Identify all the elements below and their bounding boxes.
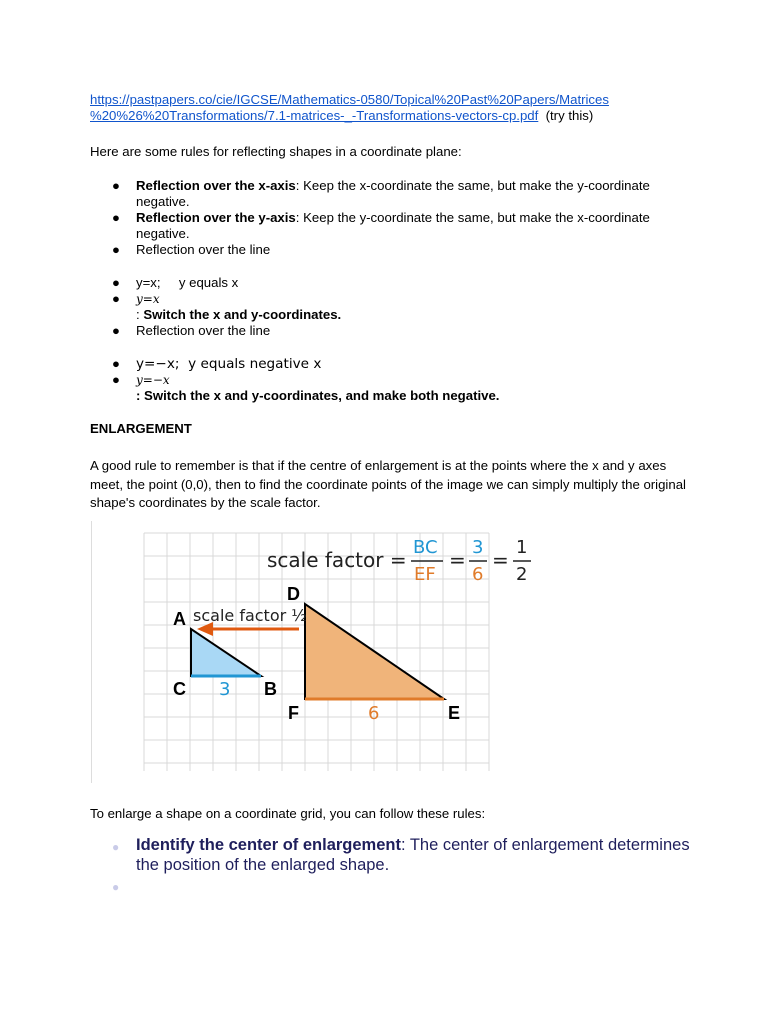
enlarge-rules (90, 835, 710, 895)
intro-text: Here are some rules for reflecting shapes in a coordinate plane: (90, 144, 462, 159)
frac1-denominator: EF (414, 564, 436, 585)
label-b: B (264, 679, 277, 699)
scale-factor-diagram (91, 521, 542, 783)
list-item: ● Reflection over the line (112, 242, 271, 257)
enlargement-heading: ENLARGEMENT (90, 421, 192, 436)
outro-text: To enlarge a shape on a coordinate grid, you can follow these rules: (90, 806, 486, 821)
scale-factor-figure (91, 521, 542, 783)
list-item: ● Reflection over the y-axis: Keep the y-coordinate the same, but make the x-coordinate negative. (112, 210, 650, 241)
large-base-length: 6 (368, 703, 380, 724)
list-item: ● Identify the center of enlargement: The center of enlargement determines the position of the enlarged shape. (112, 836, 690, 874)
label-f: F (288, 703, 299, 723)
list-item: ● y=−x; y equals negative x (112, 356, 322, 372)
link-suffix: (try this) (545, 108, 594, 123)
formula-title: scale factor = (267, 548, 407, 572)
list-item: ● y=−x : Switch the x and y-coordinates, and make both negative. (112, 372, 500, 403)
equals-sign-1: = (449, 548, 466, 572)
list-item: ● (112, 880, 120, 894)
list-item: ● y=x : Switch the x and y-coordinates. (112, 291, 342, 322)
list-item: ● Reflection over the x-axis: Keep the x-coordinate the same, but make the y-coordinate negative. (112, 178, 650, 209)
frac2-denominator: 6 (472, 564, 484, 585)
yx-rule-list (90, 275, 690, 339)
label-a: A (173, 609, 186, 629)
frac3-denominator: 2 (516, 564, 528, 585)
list-item: ● y=x; y equals x (112, 275, 239, 290)
arrow-label: scale factor ½ (193, 606, 307, 625)
reflection-rules-list (90, 178, 690, 258)
label-c: C (173, 679, 186, 699)
ynx-rule-list (90, 356, 690, 404)
label-e: E (448, 703, 461, 723)
source-link-paragraph (90, 92, 690, 124)
list-item: ● Reflection over the line (112, 323, 271, 338)
frac1-numerator: BC (413, 537, 438, 558)
frac3-numerator: 1 (516, 537, 528, 558)
document-body (90, 92, 690, 513)
frac2-numerator: 3 (472, 537, 484, 558)
enlarge-rules-list (90, 835, 710, 895)
equals-sign-2: = (492, 548, 509, 572)
pastpapers-link[interactable]: https://pastpapers.co/cie/IGCSE/Mathematics-0580/Topical%20Past%20Papers/Matrices %20%26%20Transformations/7.1-matrices-_-Transformations-vectors-cp.pdf (90, 92, 609, 123)
small-base-length: 3 (219, 679, 231, 700)
label-d: D (287, 584, 300, 604)
enlargement-paragraph: A good rule to remember is that if the centre of enlargement is at the points where the x and y axes meet, the point (0,0), then to find the coordinate points of the image we can simply multiply the original shape's coordinates by the scale factor. (90, 458, 686, 510)
